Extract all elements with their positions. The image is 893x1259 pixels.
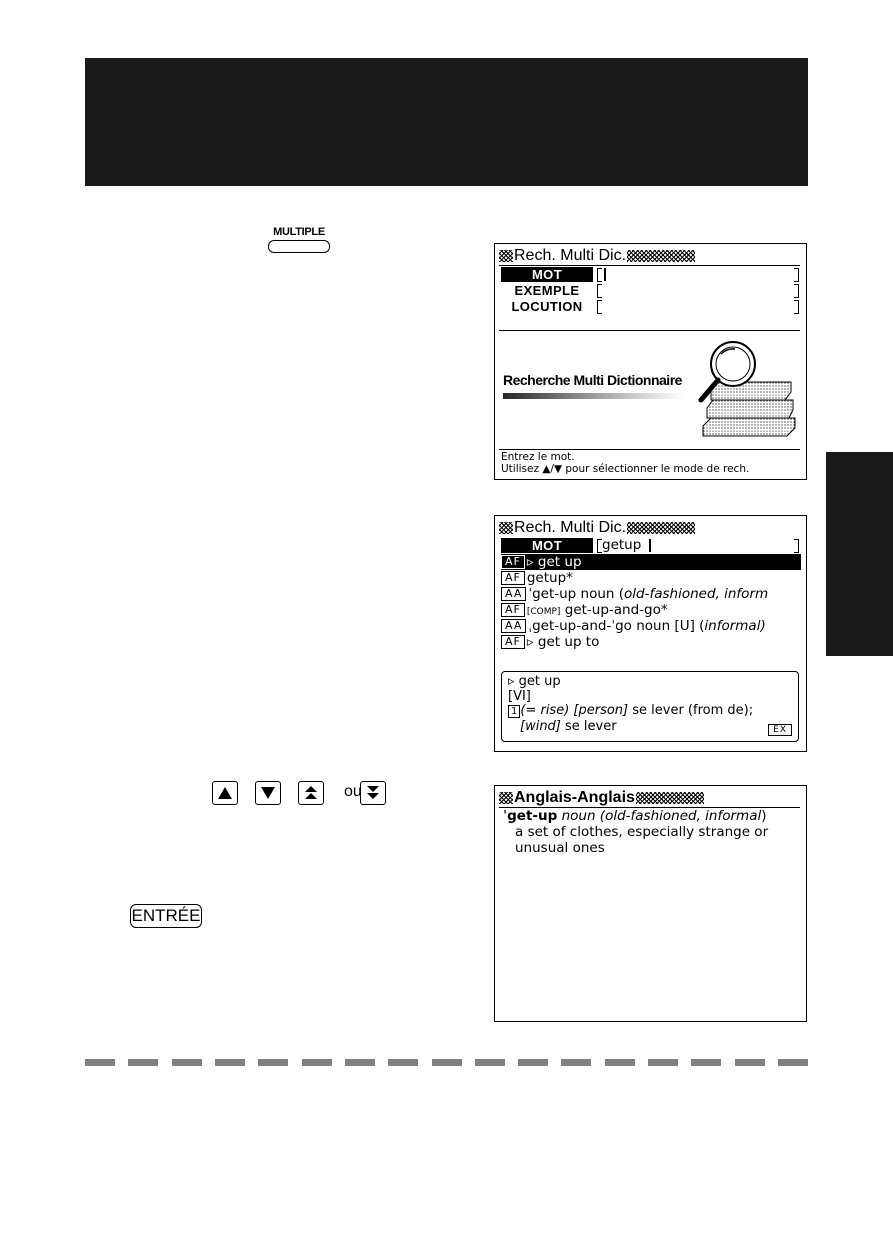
page-down-key (360, 781, 386, 805)
side-tab (826, 452, 893, 656)
field-input[interactable] (597, 283, 799, 298)
arrow-down-key (255, 781, 281, 805)
result-head: getup* (526, 570, 573, 586)
preview-head: ▹ get up (508, 674, 561, 689)
screen-search-results (494, 515, 807, 752)
dash-segment (388, 1059, 418, 1066)
result-head: get-up-and-go* (560, 602, 668, 618)
field-label: LOCUTION (511, 299, 583, 314)
screen-title: Rech. Multi Dic. (514, 519, 627, 536)
preview-line: [wind] se lever (520, 719, 617, 734)
result-label: informal) (704, 618, 766, 634)
entry-headword-line: ˈget-up noun (old-fashioned, informal) (503, 808, 767, 824)
dash-segment (735, 1059, 765, 1066)
field-label: MOT (501, 267, 593, 282)
multiple-key (268, 226, 330, 253)
dash-segment (475, 1059, 505, 1066)
result-prefix: [COMP] (526, 607, 561, 617)
dash-segment (778, 1059, 808, 1066)
header-bar (85, 58, 808, 186)
text-cursor (649, 539, 651, 552)
result-head: ˈget-up (528, 586, 577, 602)
triangle-up-icon (217, 785, 233, 801)
double-triangle-down-icon (365, 785, 381, 801)
result-head: ˌget-up-and-ˈgo (528, 618, 632, 634)
result-row[interactable] (501, 634, 801, 650)
dash-segment (215, 1059, 245, 1066)
sense-number: 1 (508, 705, 520, 718)
entry-headword: ˈget-up (503, 808, 558, 824)
dash-segment (691, 1059, 721, 1066)
dashed-divider (85, 1059, 808, 1066)
dash-segment (518, 1059, 548, 1066)
result-head: ▹ get up to (526, 634, 600, 650)
screen-title-row (499, 519, 695, 537)
dash-segment (258, 1059, 288, 1066)
result-pos: noun ( (576, 586, 625, 602)
triangle-down-icon (260, 785, 276, 801)
screen-title-row (499, 247, 695, 265)
dict-tag: AF (501, 635, 525, 649)
result-row[interactable] (501, 618, 801, 634)
help-line: Entrez le mot. (501, 451, 575, 463)
result-row[interactable] (501, 586, 801, 602)
double-triangle-up-icon (303, 785, 319, 801)
dash-segment (605, 1059, 635, 1066)
preview-box (501, 671, 799, 742)
text-cursor (604, 268, 606, 281)
field-label: MOT (501, 538, 593, 553)
entry-label: old-fashioned, informal (605, 808, 762, 824)
field-input[interactable] (597, 538, 799, 553)
screen-search-input (494, 243, 807, 480)
example-badge: EX (768, 724, 792, 736)
key-or-text: ou (344, 783, 362, 800)
page-up-key (298, 781, 324, 805)
screen-title: Anglais-Anglais (514, 789, 635, 806)
dict-tag: AA (501, 619, 526, 633)
dash-segment (302, 1059, 332, 1066)
result-row[interactable] (501, 602, 801, 618)
field-input[interactable] (597, 299, 799, 314)
splash-bar (503, 393, 683, 399)
books-magnifier-icon (691, 340, 801, 444)
multiple-key-cap (268, 240, 330, 253)
dash-segment (128, 1059, 158, 1066)
result-head: ▹ get up (526, 554, 582, 570)
entry-definition: unusual ones (515, 840, 605, 856)
arrow-up-key (212, 781, 238, 805)
field-input[interactable] (597, 267, 799, 282)
result-row[interactable] (501, 554, 801, 570)
result-row[interactable] (501, 570, 801, 586)
dash-segment (648, 1059, 678, 1066)
preview-category: [VI] (508, 689, 531, 704)
entry-definition: a set of clothes, especially strange or (515, 824, 769, 840)
dict-tag: AA (501, 587, 526, 601)
dash-segment (345, 1059, 375, 1066)
field-label: EXEMPLE (514, 283, 580, 298)
dict-tag: AF (501, 555, 525, 569)
dash-segment (561, 1059, 591, 1066)
result-pos: noun [U] ( (631, 618, 705, 634)
preview-line: 1 (= rise) [person] se lever (from de); (508, 703, 753, 718)
multiple-key-label: MULTIPLE (273, 226, 325, 238)
dict-tag: AF (501, 603, 525, 617)
result-label: old-fashioned, inform (624, 586, 769, 602)
splash-title: Recherche Multi Dictionnaire (503, 372, 682, 388)
dash-segment (432, 1059, 462, 1066)
screen-title: Rech. Multi Dic. (514, 247, 627, 264)
dash-segment (172, 1059, 202, 1066)
help-line: Utilisez ▲/▼ pour sélectionner le mode de rech. (501, 463, 750, 475)
screen-title-row (499, 789, 704, 807)
entree-key: ENTRÉE (130, 904, 202, 928)
screen-entry (494, 785, 807, 1022)
dict-tag: AF (501, 571, 525, 585)
dash-segment (85, 1059, 115, 1066)
field-value: getup (602, 537, 642, 553)
